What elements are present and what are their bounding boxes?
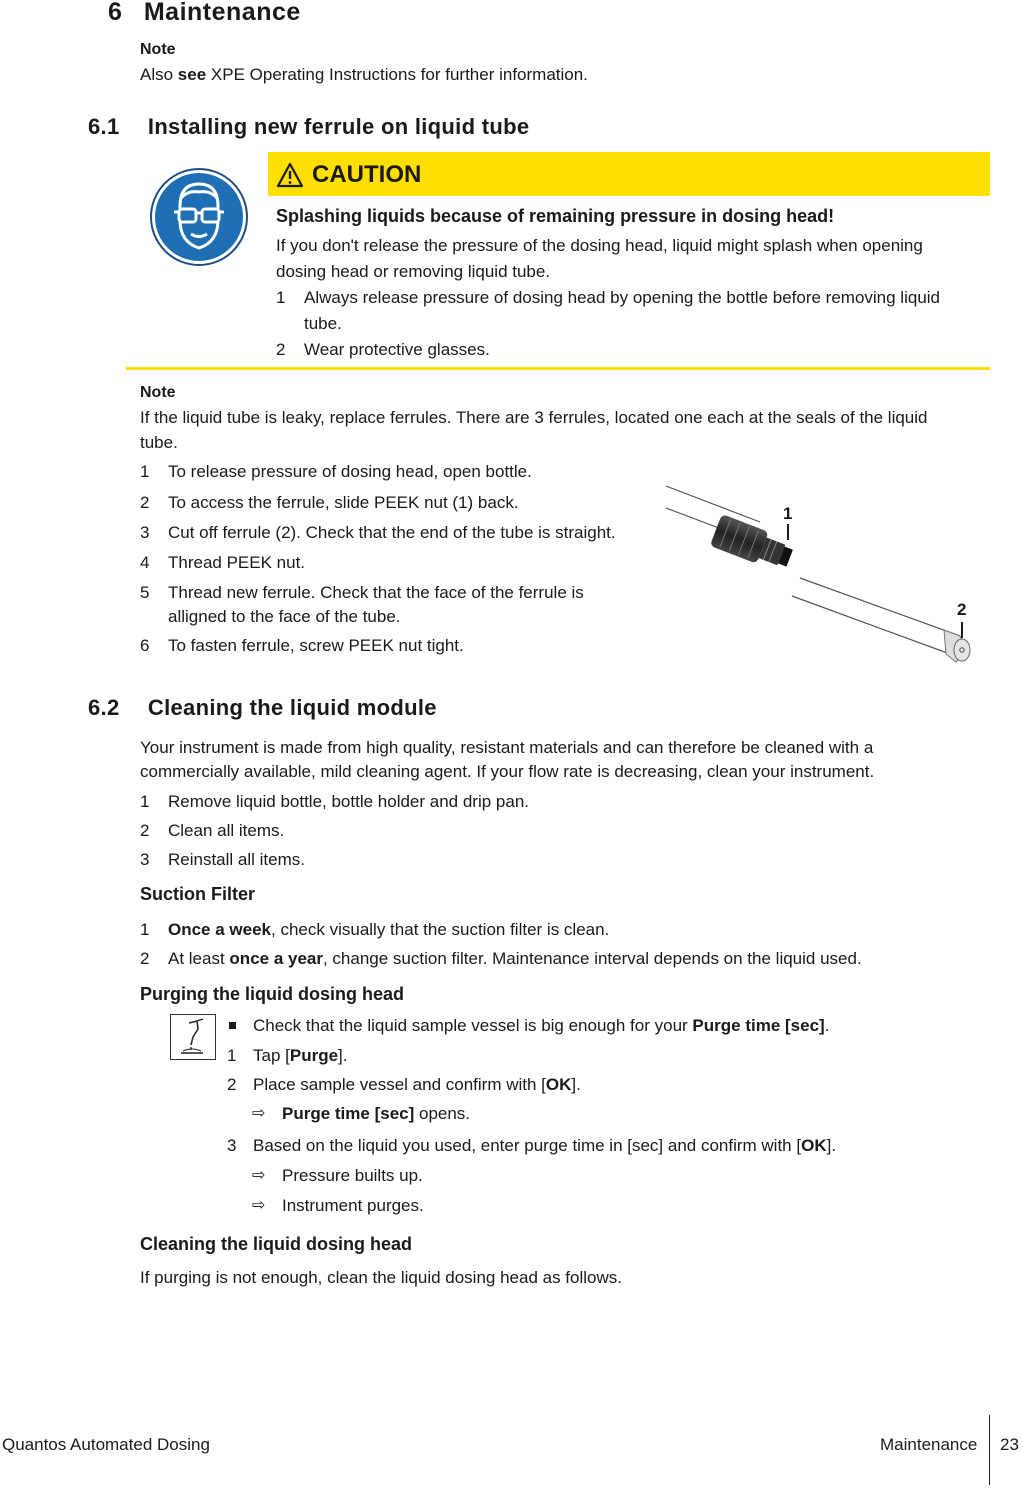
step-number: 2: [227, 1075, 237, 1094]
step-text: Based on the liquid you used, enter purge time in [sec] and confirm with [OK].: [253, 1136, 837, 1155]
chapter-number: 6: [108, 0, 123, 26]
note-label: Note: [140, 384, 176, 401]
subheading-cleaning-head: Cleaning the liquid dosing head: [140, 1234, 413, 1254]
caution-step-number: 2: [276, 340, 286, 359]
caution-text-line1: If you don't release the pressure of the dosing head, liquid might splash when opening: [276, 236, 923, 255]
step-number: 1: [140, 462, 150, 481]
purge-device-icon: [170, 1014, 216, 1060]
note-text: Also see XPE Operating Instructions for further information.: [140, 65, 588, 84]
chapter-title: Maintenance: [143, 0, 301, 26]
step-number: 4: [140, 553, 150, 572]
figure-callout-2: 2: [957, 600, 967, 619]
section-heading-6-2: 6.2 Cleaning the liquid module: [88, 695, 437, 720]
cleaning-head-text: If purging is not enough, clean the liquid dosing head as follows.: [140, 1268, 622, 1287]
caution-step-text: tube.: [304, 314, 342, 333]
ferrule-tube-figure: [660, 478, 990, 668]
step-number: 1: [227, 1046, 237, 1065]
subheading-suction-filter: Suction Filter: [140, 884, 256, 904]
step-number: 2: [140, 949, 150, 968]
result-arrow-icon: ⇨: [252, 1197, 266, 1214]
caution-label: CAUTION: [312, 161, 422, 188]
step-number: 1: [140, 920, 150, 939]
step-number: 2: [140, 493, 150, 512]
caution-step-text: Wear protective glasses.: [304, 340, 490, 359]
step-number: 1: [140, 792, 150, 811]
step-number: 3: [140, 850, 150, 869]
chapter-heading: [108, 0, 301, 27]
step-text: Once a week, check visually that the suction filter is clean.: [168, 920, 610, 939]
step-text: Thread PEEK nut.: [168, 553, 306, 572]
step-text: alligned to the face of the tube.: [168, 607, 401, 626]
result-arrow-icon: ⇨: [252, 1105, 266, 1122]
footer-page-number: 23: [1000, 1435, 1019, 1454]
caution-text-line2: dosing head or removing liquid tube.: [276, 262, 551, 281]
note-label: Note: [140, 41, 176, 58]
footer-product-name: Quantos Automated Dosing: [2, 1435, 210, 1454]
step-text: Thread new ferrule. Check that the face of the ferrule is: [168, 583, 584, 602]
section-intro-text: Your instrument is made from high quality, resistant materials and can therefore be cleaned with a: [140, 738, 874, 757]
step-text: Reinstall all items.: [168, 850, 305, 869]
figure-callout-1: 1: [783, 504, 793, 523]
step-number: 3: [227, 1136, 237, 1155]
step-number: 2: [140, 821, 150, 840]
safety-glasses-icon: [150, 168, 248, 266]
section-intro-text: commercially available, mild cleaning agent. If your flow rate is decreasing, clean your instrument.: [140, 762, 875, 781]
caution-step-text: Always release pressure of dosing head by opening the bottle before removing liquid: [304, 288, 941, 307]
result-text: Instrument purges.: [282, 1196, 424, 1215]
warning-triangle-icon: [276, 162, 304, 188]
purge-bullet-text: Check that the liquid sample vessel is big enough for your Purge time [sec].: [253, 1016, 830, 1035]
step-number: 3: [140, 523, 150, 542]
step-text: Tap [Purge].: [253, 1046, 348, 1065]
result-text: Pressure builts up.: [282, 1166, 423, 1185]
bullet-square: [229, 1022, 236, 1029]
footer-divider: [989, 1415, 990, 1485]
note-text: If the liquid tube is leaky, replace ferrules. There are 3 ferrules, located one each at the seals of the liquid: [140, 408, 928, 427]
caution-step-number: 1: [276, 288, 286, 307]
step-number: 5: [140, 583, 150, 602]
step-text: Remove liquid bottle, bottle holder and drip pan.: [168, 792, 530, 811]
result-text: Purge time [sec] opens.: [282, 1104, 471, 1123]
caution-bottom-rule: [126, 367, 990, 370]
step-text: To fasten ferrule, screw PEEK nut tight.: [168, 636, 464, 655]
caution-heading: Splashing liquids because of remaining pressure in dosing head!: [276, 206, 835, 226]
result-arrow-icon: ⇨: [252, 1167, 266, 1184]
step-text: Cut off ferrule (2). Check that the end of the tube is straight.: [168, 523, 616, 542]
step-text: To release pressure of dosing head, open bottle.: [168, 462, 532, 481]
subheading-purging: Purging the liquid dosing head: [140, 984, 404, 1004]
step-text: To access the ferrule, slide PEEK nut (1) back.: [168, 493, 519, 512]
step-text: Place sample vessel and confirm with [OK].: [253, 1075, 581, 1094]
step-text: At least once a year, change suction filter. Maintenance interval depends on the liquid used.: [168, 949, 862, 968]
section-heading-6-1: 6.1 Installing new ferrule on liquid tube: [88, 114, 530, 139]
footer-section-name: Maintenance: [880, 1435, 978, 1454]
note-text: tube.: [140, 433, 178, 452]
step-text: Clean all items.: [168, 821, 285, 840]
step-number: 6: [140, 636, 150, 655]
